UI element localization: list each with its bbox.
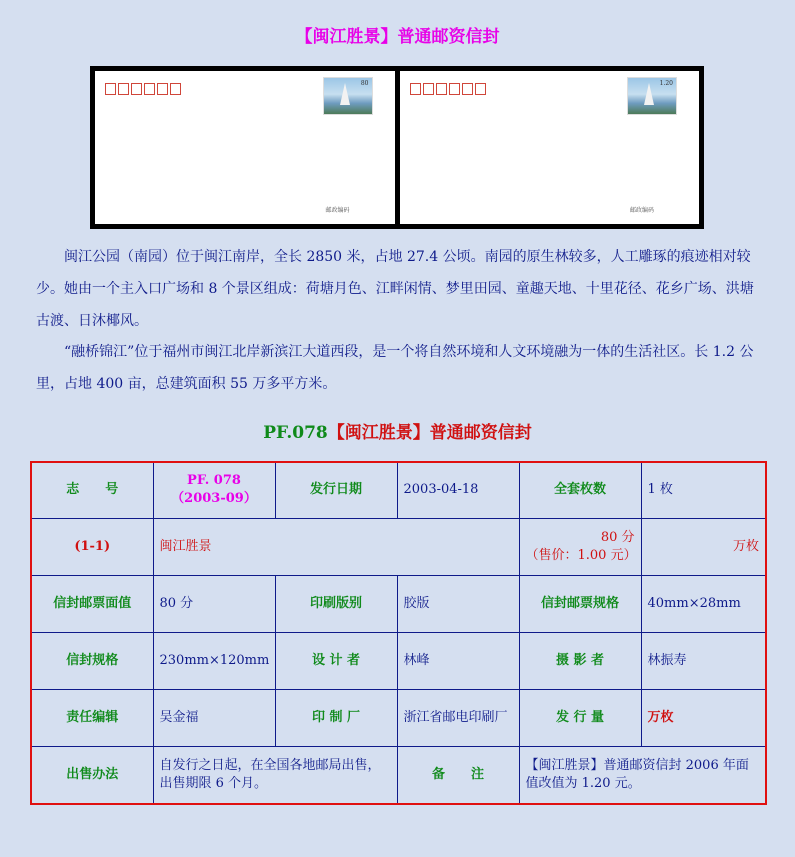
envelope-footer: 邮政编码 [629, 207, 654, 214]
envelope-size-value: 230mm×120mm [153, 632, 275, 689]
stamp-face-value: 1.20 [659, 80, 673, 87]
label-printer: 印 制 厂 [275, 689, 397, 746]
label-remarks: 备 注 [397, 746, 519, 804]
item-name: 闽江胜景 [153, 518, 519, 575]
table-row [31, 746, 766, 804]
editor-value: 吴金福 [153, 689, 275, 746]
stamp-face-value-cell: 80 分 [153, 575, 275, 632]
label-stamp-face-value: 信封邮票面值 [31, 575, 153, 632]
stamp-size-value: 40mm×28mm [641, 575, 766, 632]
issue-number-year: （2003-09） [171, 491, 257, 507]
description-paragraph-1: 闽江公园（南园）位于闽江南岸，全长 2850 米，占地 27.4 公顷。南园的原生林较多，人工雕琢的痕迹相对较少。她由一个主入口广场和 8 个景区组成：荷塘月色、江畔闲情、梦里田园、童趣天地、十里花径、花乡广场、洪塘古渡、日沐椰风。 [36, 249, 754, 329]
envelope-footer: 邮政编码 [325, 207, 350, 214]
label-print-method: 印刷版别 [275, 575, 397, 632]
stamp-face-value: 80 [360, 80, 369, 87]
printer-value: 浙江省邮电印刷厂 [397, 689, 519, 746]
issue-code: PF.078 [263, 423, 328, 443]
label-circulation: 发 行 量 [519, 689, 641, 746]
issue-name: 【闽江胜景】普通邮资信封 [327, 423, 532, 443]
page-title: 【闽江胜景】普通邮资信封 [295, 27, 500, 47]
label-designer: 设 计 者 [275, 632, 397, 689]
print-method-value: 胶版 [397, 575, 519, 632]
envelope-front-left [95, 71, 395, 224]
label-issue-number: 志 号 [31, 462, 153, 518]
stamp-image [323, 77, 373, 115]
table-row [31, 518, 766, 575]
description-paragraph-2: “融桥锦江”位于福州市闽江北岸新滨江大道西段，是一个将自然环境和人文环境融为一体的生活社区。长 1.2 公里，占地 400 亩，总建筑面积 55 万多平方米。 [36, 344, 754, 392]
label-envelope-size: 信封规格 [31, 632, 153, 689]
envelope-images [90, 66, 704, 229]
label-photographer: 摄 影 者 [519, 632, 641, 689]
photographer-value: 林振寿 [641, 632, 766, 689]
label-editor: 责任编辑 [31, 689, 153, 746]
set-count-value: 1 枚 [641, 462, 766, 518]
designer-value: 林峰 [397, 632, 519, 689]
circulation-value: 万枚 [641, 689, 766, 746]
label-stamp-size: 信封邮票规格 [519, 575, 641, 632]
label-set-count: 全套枚数 [519, 462, 641, 518]
item-number: (1-1) [31, 518, 153, 575]
issue-number-code: PF. 078 [187, 473, 241, 489]
item-price [519, 518, 641, 575]
zip-code-boxes [105, 83, 181, 95]
item-face-value: 80 分 [600, 529, 635, 545]
remarks-value: 【闽江胜景】普通邮资信封 2006 年面值改值为 1.20 元。 [519, 746, 766, 804]
stamp-image [627, 77, 677, 115]
label-issue-date: 发行日期 [275, 462, 397, 518]
item-quantity: 万枚 [641, 518, 766, 575]
issue-date-value: 2003-04-18 [397, 462, 519, 518]
envelope-front-right [400, 71, 700, 224]
section-subtitle [0, 418, 795, 443]
table-row [31, 689, 766, 746]
sale-method-value: 自发行之日起，在全国各地邮局出售，出售期限 6 个月。 [153, 746, 397, 804]
stamp-info-table [30, 461, 767, 805]
table-row [31, 632, 766, 689]
table-row [31, 462, 766, 518]
issue-number-value [153, 462, 275, 518]
zip-code-boxes [410, 83, 486, 95]
item-sale-price: （售价：1.00 元） [525, 547, 637, 563]
table-row [31, 575, 766, 632]
label-sale-method: 出售办法 [31, 746, 153, 804]
